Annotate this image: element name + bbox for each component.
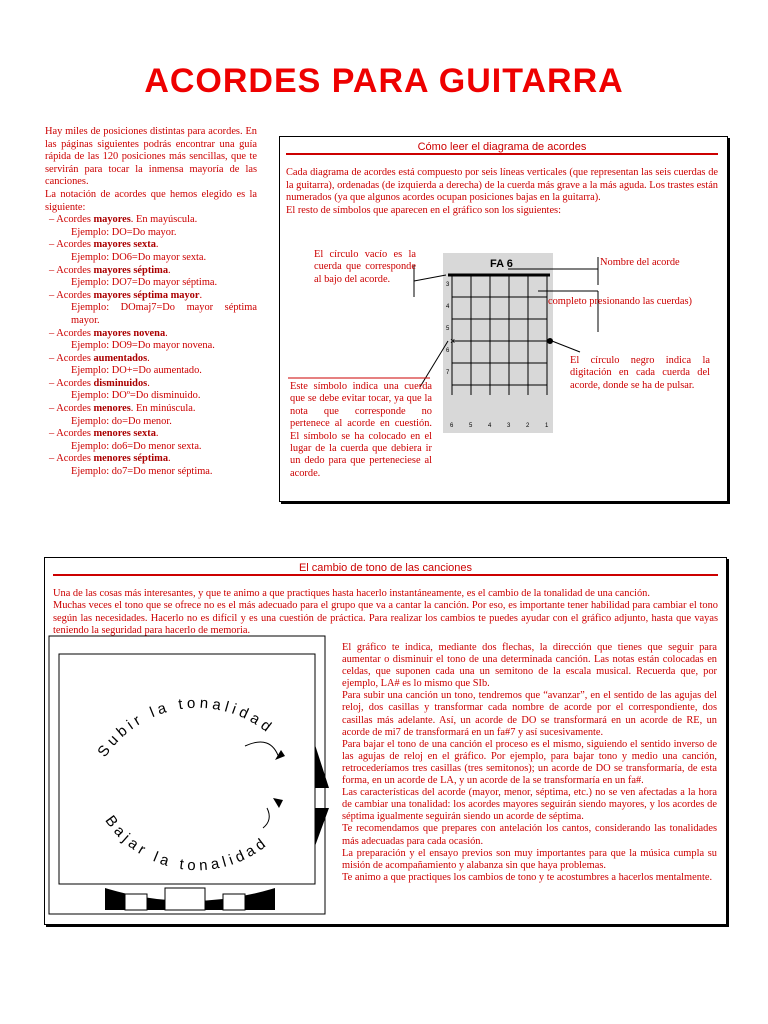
wheel-cell — [165, 888, 205, 910]
wheel-cell — [125, 894, 147, 910]
notation-item-title: – Acordes menores séptima. — [49, 453, 171, 465]
fret-number: 3 — [446, 282, 450, 288]
notation-item — [45, 353, 257, 378]
note-chord-name: Nombre del acorde — [600, 257, 680, 268]
fret-number: 6 — [446, 348, 450, 354]
notation-item — [45, 328, 257, 353]
tone-explanation-text — [342, 642, 717, 884]
notation-item-example: Ejemplo: DO6=Do mayor sexta. — [71, 251, 207, 263]
string-number: 6 — [450, 423, 454, 429]
fret-number: 5 — [446, 326, 450, 332]
fret-number: 7 — [446, 370, 450, 376]
paragraph: El resto de símbolos que aparecen en el gráfico son los siguientes: — [286, 204, 561, 216]
notation-item-example: Ejemplo: do6=Do menor sexta. — [71, 440, 202, 452]
paragraph: El gráfico te indica, mediante dos flechas, la dirección que tienes que seguir para aumentar o disminuir el tono de una determinada canción. Las notas están colocadas en celdas, que suponen cada una un semitono de la escala musical. Recuerda que, por ejemplo, LA# es lo mismo que SIb. — [342, 642, 717, 690]
intro-paragraph: La notación de acordes que hemos elegido es la siguiente: — [45, 188, 257, 213]
notation-item — [45, 265, 257, 290]
notation-item-example: Ejemplo: DO=Do mayor. — [71, 226, 177, 238]
notation-item-title: – Acordes mayores sexta. — [49, 239, 159, 251]
paragraph: Una de las cosas más interesantes, y que te animo a que practiques hasta hacerlo instantáneamente, es el cambio de la tonalidad de una canción. — [53, 588, 650, 599]
notation-item-title: – Acordes menores. En minúscula. — [49, 403, 196, 415]
arc-label-down: Bajar la tonalidad — [101, 812, 272, 875]
notation-list — [45, 214, 257, 478]
notation-item-title: – Acordes menores sexta. — [49, 428, 159, 440]
paragraph: Te animo a que practiques los cambios de tono y te acostumbres a hacerlos mentalmente. — [342, 871, 713, 883]
tonality-wheel — [45, 558, 345, 924]
wheel-cell — [223, 894, 245, 910]
notation-item — [45, 403, 257, 428]
notation-item — [45, 239, 257, 264]
notation-item-example: Ejemplo: DOmaj7=Do mayor séptima mayor. — [71, 302, 257, 326]
paragraph: Te recomendamos que prepares con antelación los cantos, considerando las tonalidades más adecuadas para cada ocasión. — [342, 823, 717, 847]
paragraph: La preparación y el ensayo previos son muy importantes para que la música cumpla su misión de acompañamiento y alabanza sin que haya problemas. — [342, 847, 717, 871]
wheel-inner-panel — [59, 654, 315, 884]
box-title: Cómo leer el diagrama de acordes — [286, 141, 718, 155]
notation-item-example: Ejemplo: DO+=Do aumentado. — [71, 365, 202, 377]
note-x-symbol: Este símbolo indica una cuerda que se debe evitar tocar, ya que la nota que corresponde no pertenece al acorde en cuestión. El símbolo se ha colocado en el lugar de la cuerda que debiera ir un dedo para que perteneciese al acorde. — [290, 381, 432, 479]
notation-item-title: – Acordes mayores. En mayúscula. — [49, 214, 198, 226]
notation-item — [45, 378, 257, 403]
string-number: 3 — [507, 423, 511, 429]
notation-item — [45, 214, 257, 239]
notation-item-title: – Acordes disminuidos. — [49, 377, 150, 389]
notation-item — [45, 453, 257, 478]
notation-item-example: Ejemplo: DOº=Do disminuido. — [71, 390, 201, 402]
tone-change-box — [44, 557, 727, 925]
mute-x-icon: × — [450, 336, 456, 346]
intro-paragraph: Hay miles de posiciones distintas para acordes. En las páginas siguientes podrás encontrar una guía rápida de las 120 posiciones más sencillas, que te servirán para tocar la inmensa mayoría de las canciones. — [45, 126, 257, 188]
diagram-background — [443, 253, 553, 433]
string-number: 2 — [526, 423, 530, 429]
page-title: ACORDES PARA GUITARRA — [144, 62, 624, 100]
notation-item — [45, 428, 257, 453]
notation-item-title: – Acordes mayores séptima mayor. — [49, 289, 203, 301]
notation-item — [45, 290, 257, 328]
notation-item-example: Ejemplo: do7=Do menor séptima. — [71, 466, 213, 478]
box-title: El cambio de tono de las canciones — [53, 562, 718, 576]
paragraph: Muchas veces el tono que se ofrece no es el más adecuado para el grupo que va a cantar la canción. Por eso, es importante tener habilidad para cambiar el tono según las necesidades. Hacerlo no es difícil y es una cuestión de práctica. Para realizar los cambios te puedes ayudar con el gráfico adjunto, hasta que vayas teniendo la seguridad para hacerlo de memoria. — [53, 600, 718, 637]
paragraph: Las características del acorde (mayor, menor, séptima, etc.) no se ven afectadas a la hora de cambiar una tonalidad: los acordes mayores seguirán siendo mayores, y los acordes de séptima igualmente seguirán siendo un acorde de séptima. — [342, 787, 717, 823]
notation-item-title: – Acordes mayores séptima. — [49, 264, 171, 276]
arc-label-up: Subir la tonalidad — [94, 694, 278, 761]
note-black-circle: El círculo negro indica la digitación en cada cuerda del acorde, donde se ha de pulsar. — [570, 355, 710, 391]
string-number: 4 — [488, 423, 492, 429]
intro-section — [45, 126, 257, 479]
note-barre: completo presionando las cuerdas) — [548, 296, 692, 307]
pointer-line — [552, 341, 580, 352]
note-open-circle: El círculo vacío es la cuerda que corresponde al bajo del acorde. — [314, 249, 416, 285]
paragraph: Para bajar el tono de una canción el proceso es el mismo, siguiendo el sentido inverso de las agujas de reloj en el gráfico. Por ejemplo, para bajar tono y medio una canción, retrocederíamos tres casillas (tres semitonos); un acorde de DO se transformaría, de esta forma, en un acorde de LA, y un acorde de la se transformaría en un fa#. — [342, 738, 717, 787]
pointer-line — [414, 275, 446, 281]
chord-name-label: FA 6 — [490, 258, 513, 270]
notation-item-example: Ejemplo: DO9=Do mayor novena. — [71, 340, 215, 352]
paragraph: Para subir una canción un tono, tendremos que “avanzar”, en el sentido de las agujas del reloj, dos casillas y transformar cada nombre de acorde por el correspondiente, dos casillas más adelante. Así, un acorde de DO se transformará en un acorde de RE, un acorde de mi7 de transformará en un fa#7 y así sucesivamente. — [342, 690, 717, 738]
notation-item-title: – Acordes mayores novena. — [49, 327, 168, 339]
paragraph: Cada diagrama de acordes está compuesto por seis líneas verticales (que representan las seis cuerdas de la guitarra), ordenadas (de izquierda a derecha) de la cuerda más grave a la más aguda. Los trastes están numerados (ya que algunos acordes ocupan posiciones bajas en la guitarra). — [286, 167, 718, 203]
string-number: 1 — [545, 423, 549, 429]
notation-item-example: Ejemplo: do=Do menor. — [71, 415, 172, 427]
notation-item-title: – Acordes aumentados. — [49, 352, 150, 364]
diagram-explanation-box — [279, 136, 728, 502]
string-number: 5 — [469, 423, 473, 429]
notation-item-example: Ejemplo: DO7=Do mayor séptima. — [71, 277, 218, 289]
fret-number: 4 — [446, 304, 450, 310]
